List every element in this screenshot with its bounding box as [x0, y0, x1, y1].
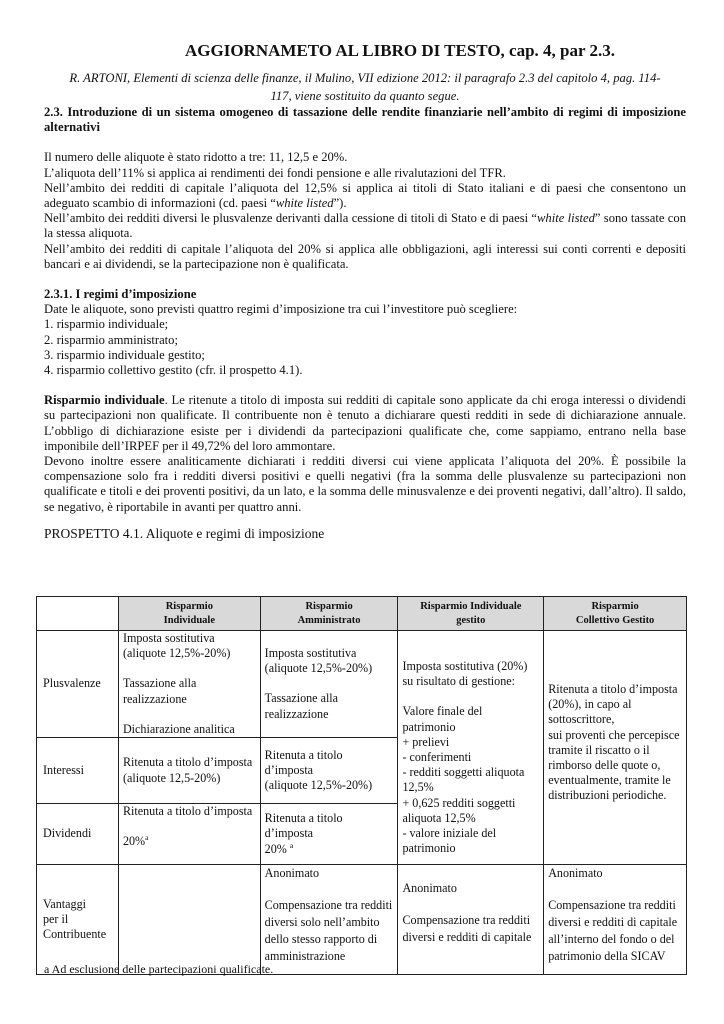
subtitle-line-2: 117, viene sostituito da quanto segue.: [270, 88, 460, 103]
table-row: [37, 631, 687, 738]
cell-line: realizzazione: [122, 691, 187, 706]
subsection: [44, 287, 686, 378]
cell-line: (aliquote 12,5%-20%): [264, 778, 373, 793]
table-row: [37, 865, 687, 975]
header-text: Amministrato: [297, 614, 361, 626]
cell-line: - redditi soggetti aliquota: [402, 765, 525, 780]
cell-line: realizzazione: [264, 706, 329, 721]
row-label-dividendi: Dividendi: [37, 804, 119, 865]
table-header-row: [37, 597, 687, 631]
cell-line: patrimonio della SICAV: [548, 949, 666, 964]
cell-line: Ritenuta a titolo d’imposta: [264, 747, 343, 777]
cell-line: Imposta sostitutiva (20%): [402, 659, 528, 673]
prospetto-table: [36, 596, 687, 975]
cell-line: 12,5%: [402, 780, 434, 795]
dividendi-rate: 20%: [122, 834, 146, 849]
risparmio-text-1: . Le ritenute a titolo di imposta sui redditi di capitale sono applicate da chi eroga interessi o dividendi su partecipazioni non qualificate. Il contribuente non è tenuto a dichiarare questi redditi in sede di dichiarazione annuale. L’obbligo di dichiarazione esiste per i dividendi da partecipazioni qualificate che, come sappiamo, entrano nella base imponibile dell’IRPEF per il 49,72% del loro ammontare.: [44, 393, 686, 453]
cell-line: diversi solo nell’ambito: [264, 915, 380, 930]
cell-line: [265, 842, 394, 857]
paragraph-2: L’aliquota dell’11% si applica ai rendimenti dei fondi pensione e alle rivalutazioni del TFR.: [44, 165, 506, 180]
cell-line: Ritenuta a titolo d’imposta: [264, 811, 343, 841]
table-cell: [118, 738, 260, 804]
cell-line: + prelievi: [402, 734, 450, 749]
list-item: 4. risparmio collettivo gestito (cfr. il prospetto 4.1).: [44, 363, 303, 378]
section-body: [44, 150, 686, 272]
header-text: Individuale: [163, 614, 215, 626]
cell-line: (aliquote 12,5%-20%): [264, 661, 373, 676]
paragraph-3-italic: white listed: [275, 196, 334, 211]
header-text: Risparmio: [305, 600, 353, 612]
table-cell: [260, 804, 398, 865]
cell-line: Dichiarazione analitica: [122, 721, 235, 736]
list-item: 2. risparmio amministrato;: [44, 332, 178, 347]
cell-line: Anonimato: [548, 866, 603, 881]
section-heading: 2.3. Introduzione di un sistema omogeneo di tassazione delle rendite finanziarie nell’ambito di regimi di imposizione alternativi: [44, 105, 686, 135]
table-cell: [260, 738, 398, 804]
gestito-merged-cell: [398, 631, 544, 865]
header-text: Risparmio: [591, 600, 639, 612]
cell-line: Anonimato: [264, 866, 320, 881]
risparmio-label: Risparmio individuale: [44, 393, 165, 408]
paragraph-3-end: ”).: [333, 196, 347, 211]
cell-line: tramite il riscatto o il: [548, 742, 650, 757]
column-header: [260, 597, 398, 631]
cell-line: - valore iniziale del: [402, 826, 497, 841]
cell-line: Ritenuta a titolo d’imposta: [122, 755, 253, 770]
cell-line: (aliquote 12,5-20%): [122, 770, 221, 785]
table-cell: [118, 631, 260, 738]
cell-line: Valore finale del: [402, 704, 483, 719]
cell-line: distribuzioni periodiche.: [548, 788, 667, 803]
paragraph-3-text: Nell’ambito dei redditi di capitale l’aliquota del 12,5% si applica ai titoli di Stato italiani e di paesi che consentono un adeguato scambio di informazioni (cd. paesi “: [44, 180, 686, 211]
cell-line: su risultato di gestione:: [402, 674, 515, 689]
subsection-heading: 2.3.1. I regimi d’imposizione: [44, 287, 197, 302]
cell-line: Tassazione alla: [122, 676, 197, 691]
list-item: 1. risparmio individuale;: [44, 317, 169, 332]
page-title: AGGIORNAMETO AL LIBRO DI TESTO, cap. 4, par 2.3.: [185, 41, 615, 60]
table-cell: [544, 865, 687, 975]
column-header: [398, 597, 544, 631]
cell-line: Ritenuta a titolo d’imposta: [548, 682, 678, 696]
cell-line: diversi e redditi di capitale: [548, 915, 678, 930]
page-subtitle: [44, 70, 686, 105]
table-corner-cell: [37, 597, 119, 631]
cell-line: Tassazione alla: [264, 691, 339, 706]
cell-line: Anonimato: [402, 881, 457, 896]
cell-line: sottoscrittore,: [548, 712, 615, 727]
cell-line: patrimonio: [402, 719, 456, 734]
header-text: gestito: [456, 614, 486, 626]
table-cell: [260, 865, 398, 975]
cell-line: (aliquote 12,5%-20%): [122, 646, 231, 661]
paragraph-3: [44, 181, 686, 211]
column-header: [118, 597, 260, 631]
cell-line: Vantaggi: [43, 896, 86, 911]
header-text: Risparmio: [165, 600, 213, 612]
paragraph-1: Il numero delle aliquote è stato ridotto a tre: 11, 12,5 e 20%.: [44, 150, 348, 165]
footnote: a Ad esclusione delle partecipazioni qualificate.: [44, 962, 274, 976]
footnote-marker: a: [289, 840, 294, 850]
row-label-vantaggi: [37, 865, 119, 975]
header-text: Collettivo Gestito: [575, 614, 655, 626]
subsection-intro: Date le aliquote, sono previsti quattro regimi d’imposizione tra cui l’investitore può scegliere:: [44, 302, 518, 317]
paragraph-4-text: Nell’ambito dei redditi diversi le plusvalenze derivanti dalla cessione di titoli di Stato e di paesi “: [44, 211, 538, 226]
cell-line: all’interno del fondo o del: [548, 932, 675, 947]
cell-line: dello stesso rapporto di: [264, 932, 378, 947]
cell-line: rimborso delle quote o,: [548, 758, 661, 773]
header-text: Risparmio Individuale: [420, 600, 522, 612]
column-header: [544, 597, 687, 631]
cell-line: diversi e redditi di capitale: [402, 930, 532, 945]
paragraph-4-end: ” sono tassate con la stessa aliquota.: [44, 211, 686, 241]
cell-line: [123, 834, 256, 849]
subtitle-line-1: R. ARTONI, Elementi di scienza delle finanze, il Mulino, VII edizione 2012: il paragrafo 2.3 del capitolo 4, pag. 114-: [69, 71, 661, 85]
cell-line: eventualmente, tramite le: [548, 773, 671, 788]
cell-line: patrimonio: [402, 841, 456, 856]
cell-line: aliquota 12,5%: [402, 810, 476, 825]
table-cell: [398, 865, 544, 975]
table-cell-empty: [118, 865, 260, 975]
document-page: [44, 0, 686, 542]
cell-line: Compensazione tra redditi: [402, 913, 531, 928]
risparmio-section: [44, 393, 686, 515]
row-label-plusvalenze: Plusvalenze: [37, 631, 119, 738]
risparmio-paragraph-2: Devono inoltre essere analiticamente dichiarati i redditi diversi cui viene applicata l’aliquota del 20%. È possibile la compensazione solo fra i redditi diversi positivi e quelli negativi (fra la somma delle plusvalenze su partecipazioni non qualificate e titoli e dei proventi positivi, da un lato, e la somma delle minusvalenze e dei proventi negativi, dall’altro). Il saldo, se negativo, è riportabile in avanti per quattro anni.: [44, 454, 686, 514]
cell-line: Compensazione tra redditi: [264, 898, 393, 913]
dividendi-rate: 20%: [264, 841, 287, 856]
cell-line: per il: [43, 911, 69, 926]
cell-line: - conferimenti: [402, 750, 472, 765]
cell-line: Imposta sostitutiva: [264, 646, 357, 660]
risparmio-paragraph-1: [44, 393, 686, 454]
paragraph-4: [44, 211, 686, 241]
row-label-interessi: Interessi: [37, 738, 119, 804]
cell-line: (20%), in capo al: [548, 697, 632, 712]
table-cell: [260, 631, 398, 738]
cell-line: Ritenuta a titolo d’imposta: [122, 804, 253, 819]
cell-line: amministrazione: [264, 949, 346, 964]
cell-line: Compensazione tra redditi: [548, 898, 676, 913]
cell-line: sui proventi che percepisce: [548, 727, 680, 742]
paragraph-4-italic: white listed: [537, 211, 595, 226]
list-item: 3. risparmio individuale gestito;: [44, 347, 205, 362]
cell-line: + 0,625 redditi soggetti: [402, 795, 516, 810]
prospetto-title: PROSPETTO 4.1. Aliquote e regimi di imposizione: [44, 525, 325, 541]
cell-line: Contribuente: [43, 927, 107, 942]
footnote-marker: a: [145, 833, 149, 843]
paragraph-5: Nell’ambito dei redditi di capitale l’aliquota del 20% si applica alle obbligazioni, agli interessi sui conti correnti e depositi bancari e ai dividendi, se la partecipazione non è qualificata.: [44, 241, 686, 271]
collettivo-merged-cell: [544, 631, 687, 865]
cell-line: Imposta sostitutiva: [122, 631, 215, 645]
table-cell: [118, 804, 260, 865]
